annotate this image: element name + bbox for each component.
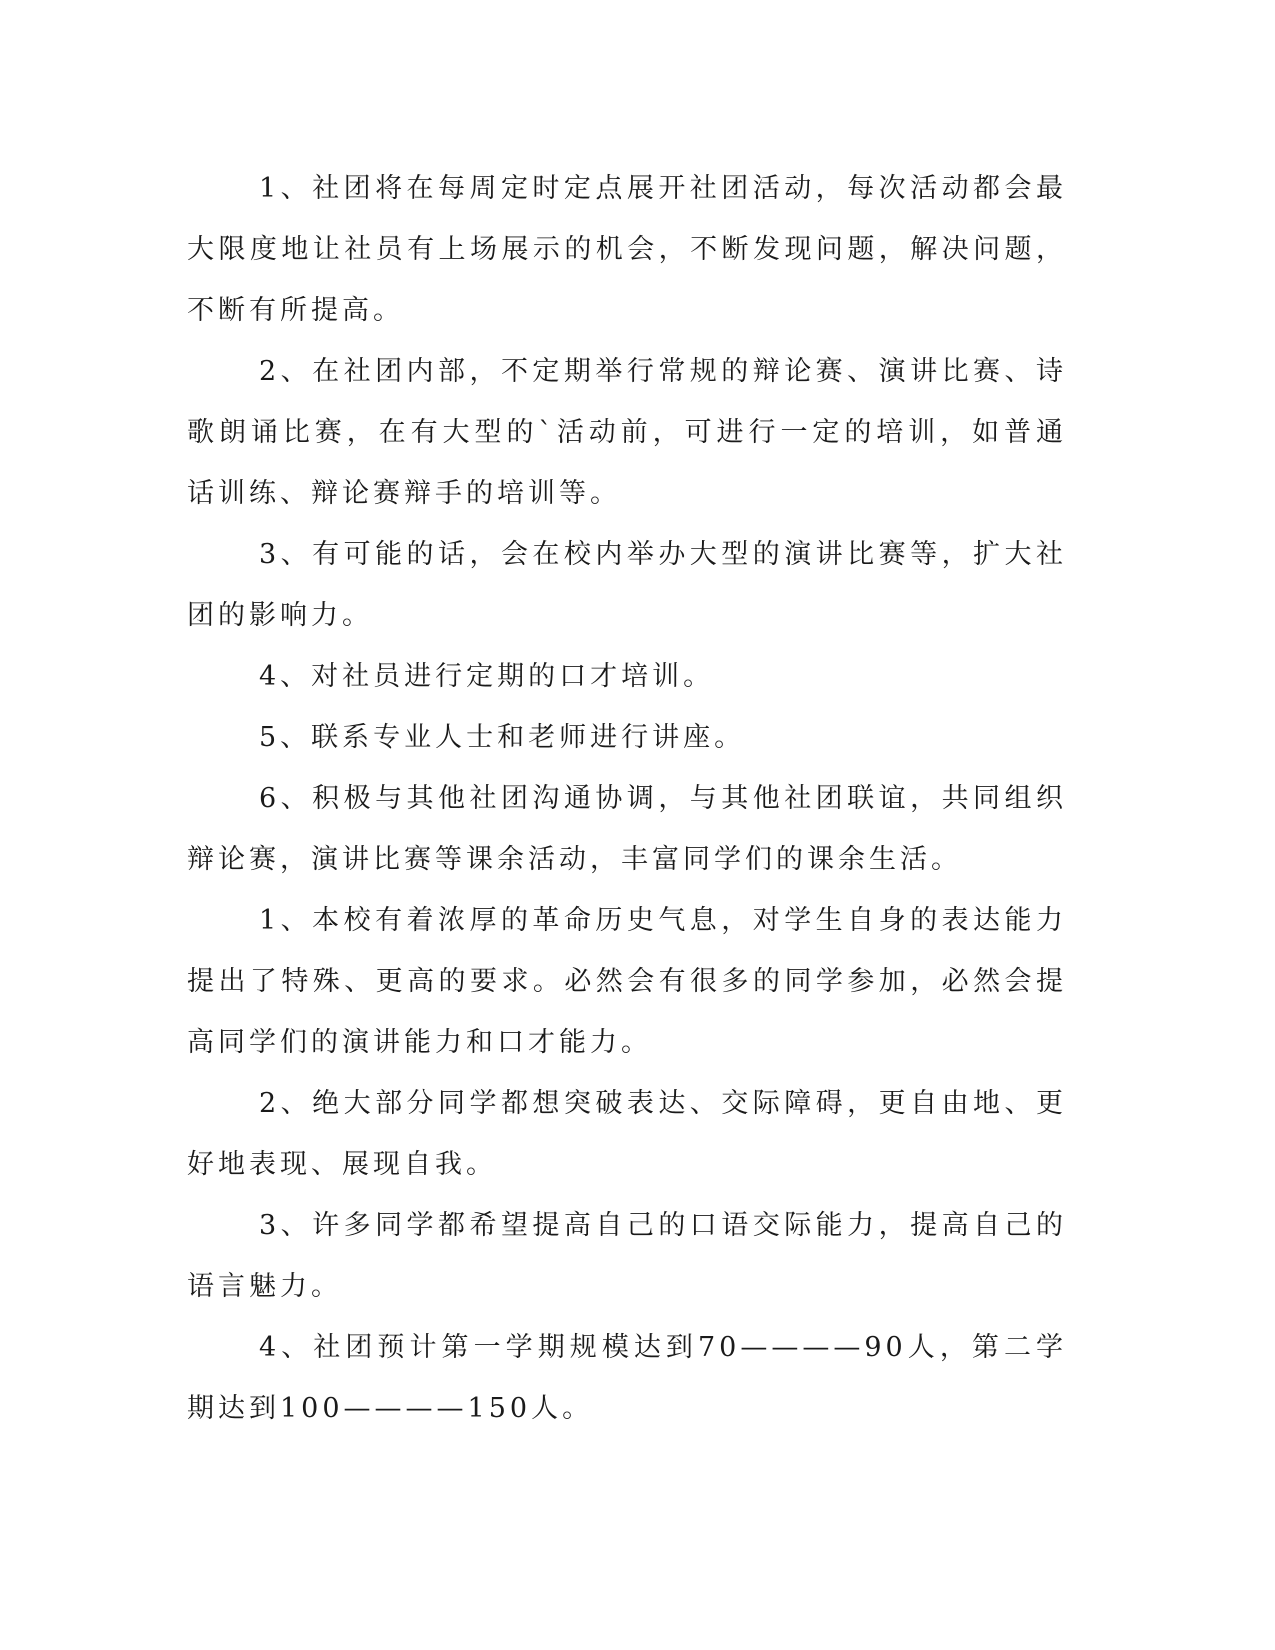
- document-body: [187, 158, 1067, 1439]
- paragraph-activity-3: 3、有可能的话，会在校内举办大型的演讲比赛等，扩大社团的影响力。: [187, 539, 1067, 631]
- paragraph-feasibility-4: 4、社团预计第一学期规模达到70————90人，第二学期达到100————150人。: [187, 1332, 1067, 1424]
- paragraph-activity-6: 6、积极与其他社团沟通协调，与其他社团联谊，共同组织辩论赛，演讲比赛等课余活动，丰富同学们的课余生活。: [187, 783, 1067, 875]
- paragraph-feasibility-2: 2、绝大部分同学都想突破表达、交际障碍，更自由地、更好地表现、展现自我。: [187, 1088, 1067, 1180]
- paragraph-activity-1: 1、社团将在每周定时定点展开社团活动，每次活动都会最大限度地让社员有上场展示的机会，不断发现问题，解决问题，不断有所提高。: [187, 173, 1067, 326]
- paragraph-activity-2: 2、在社团内部，不定期举行常规的辩论赛、演讲比赛、诗歌朗诵比赛，在有大型的`活动前，可进行一定的培训，如普通话训练、辩论赛辩手的培训等。: [187, 356, 1067, 509]
- paragraph-activity-4: 4、对社员进行定期的口才培训。: [259, 661, 715, 692]
- paragraph-feasibility-1: 1、本校有着浓厚的革命历史气息，对学生自身的表达能力提出了特殊、更高的要求。必然会有很多的同学参加，必然会提高同学们的演讲能力和口才能力。: [187, 905, 1067, 1058]
- paragraph-feasibility-3: 3、许多同学都希望提高自己的口语交际能力，提高自己的语言魅力。: [187, 1210, 1067, 1302]
- paragraph-activity-5: 5、联系专业人士和老师进行讲座。: [259, 722, 746, 753]
